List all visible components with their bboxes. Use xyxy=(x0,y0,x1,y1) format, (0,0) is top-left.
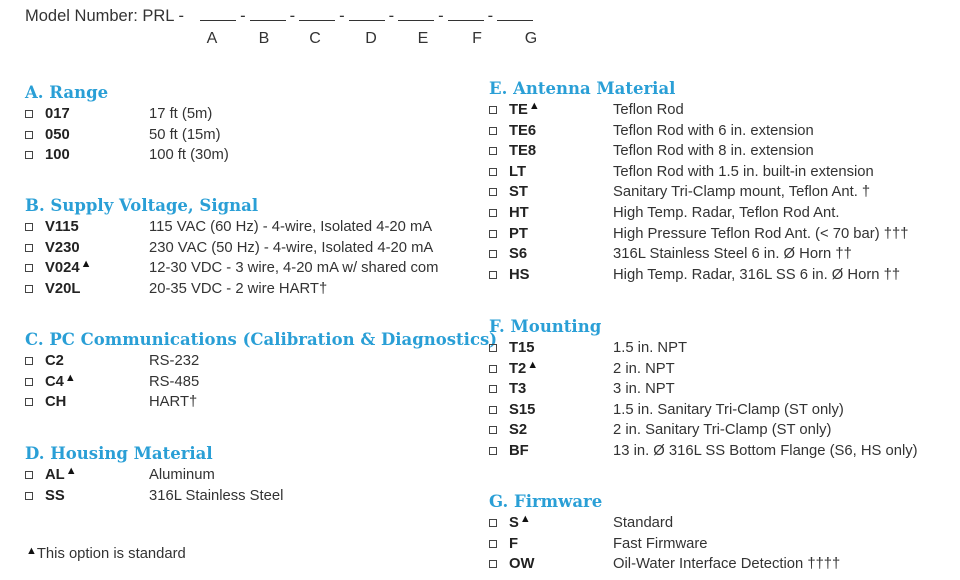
option-description: Teflon Rod with 8 in. extension xyxy=(613,143,814,160)
checkbox[interactable] xyxy=(489,209,497,217)
separator: - xyxy=(388,7,395,25)
option-code-text: S2 xyxy=(509,422,528,439)
checkbox[interactable] xyxy=(489,447,497,455)
option-code xyxy=(509,554,534,575)
option-code-text: V115 xyxy=(45,219,79,235)
option-code xyxy=(45,392,66,413)
model-number-label: Model Number: PRL - xyxy=(25,7,184,25)
section-title: B. Supply Voltage, Signal xyxy=(25,196,259,215)
section-firmware xyxy=(489,491,841,575)
option-row-pt xyxy=(489,224,909,245)
checkbox[interactable] xyxy=(25,244,33,252)
position-letter-g: G xyxy=(524,30,538,47)
option-code xyxy=(509,338,535,359)
option-description: 1.5 in. NPT xyxy=(613,340,688,356)
checkbox[interactable] xyxy=(25,264,33,272)
option-code-text: PT xyxy=(509,225,528,242)
standard-triangle-icon: ▲ xyxy=(519,513,531,525)
option-code xyxy=(509,100,540,122)
separator: - xyxy=(438,7,444,25)
option-code xyxy=(509,359,538,381)
option-description: RS-485 xyxy=(149,373,200,390)
option-code-text: TE8 xyxy=(509,143,537,160)
section-title: F. Mounting xyxy=(489,317,602,336)
option-description: 316L Stainless Steel 6 in. Ø Horn †† xyxy=(613,246,852,263)
option-code-text: AL xyxy=(45,467,65,483)
option-row-ch xyxy=(25,392,497,413)
option-description: Aluminum xyxy=(149,467,215,483)
option-row-t15 xyxy=(489,338,688,359)
option-code-text: S6 xyxy=(509,246,528,263)
option-code xyxy=(509,244,527,265)
section-title: C. PC Communications (Calibration & Diagnostics) xyxy=(25,330,498,349)
option-code xyxy=(509,379,526,400)
option-row-ht xyxy=(489,203,840,224)
option-code-text: V230 xyxy=(45,239,80,256)
option-code xyxy=(45,145,70,166)
blank-e xyxy=(398,6,434,21)
option-description: High Temp. Radar, 316L SS 6 in. Ø Horn †† xyxy=(613,266,901,283)
option-code xyxy=(45,258,91,280)
option-description: 2 in. Sanitary Tri-Clamp (ST only) xyxy=(613,422,832,439)
checkbox[interactable] xyxy=(25,223,33,231)
section-antenna-material xyxy=(489,78,909,285)
option-description: Fast Firmware xyxy=(613,535,708,552)
option-code xyxy=(45,486,65,507)
section-title: A. Range xyxy=(25,83,109,102)
position-letter-a: A xyxy=(206,30,218,47)
option-code xyxy=(45,279,80,300)
option-description: High Temp. Radar, Teflon Rod Ant. xyxy=(613,204,840,221)
option-code xyxy=(509,141,536,162)
position-letter-c: C xyxy=(309,30,321,47)
option-code-text: S xyxy=(509,515,519,531)
option-code xyxy=(509,224,528,245)
option-code-text: 050 xyxy=(45,126,70,143)
checkbox[interactable] xyxy=(489,168,497,176)
option-code-text: HT xyxy=(509,204,529,221)
option-code-text: T3 xyxy=(509,381,527,398)
checkbox[interactable] xyxy=(489,230,497,238)
option-row-hs xyxy=(489,265,901,286)
option-row-te8 xyxy=(489,141,814,162)
blank-f xyxy=(448,6,484,21)
option-description: 230 VAC (50 Hz) - 4-wire, Isolated 4-20 mA xyxy=(149,239,434,256)
checkbox[interactable] xyxy=(489,406,497,414)
option-code-text: 100 xyxy=(45,147,70,164)
option-code xyxy=(509,121,536,142)
option-row-s15 xyxy=(489,400,844,421)
section-supply-voltage xyxy=(25,195,439,299)
checkbox[interactable] xyxy=(25,398,33,406)
checkbox[interactable] xyxy=(489,519,497,527)
checkbox[interactable] xyxy=(25,131,33,139)
option-description: 316L Stainless Steel xyxy=(149,487,284,504)
option-code xyxy=(509,162,526,183)
option-row-s2 xyxy=(489,420,832,441)
footnote xyxy=(25,546,186,562)
checkbox[interactable] xyxy=(25,285,33,293)
blank-g xyxy=(497,6,533,21)
standard-triangle-icon: ▲ xyxy=(528,100,540,112)
option-description: 13 in. Ø 316L SS Bottom Flange (S6, HS only) xyxy=(613,442,918,459)
blank-b xyxy=(250,6,286,21)
option-code-text: V20L xyxy=(45,280,81,297)
option-description: 50 ft (15m) xyxy=(149,126,221,143)
option-code xyxy=(45,217,79,238)
option-code-text: C4 xyxy=(45,373,64,390)
option-description: High Pressure Teflon Rod Ant. (< 70 bar) ††† xyxy=(613,225,909,242)
option-description: Standard xyxy=(613,515,674,531)
option-row-100 xyxy=(25,145,229,166)
option-code-text: C2 xyxy=(45,353,64,369)
option-description: RS-232 xyxy=(149,353,200,369)
option-code-text: SS xyxy=(45,487,65,504)
checkbox[interactable] xyxy=(489,127,497,135)
standard-triangle-icon: ▲ xyxy=(64,371,76,384)
option-code-text: 017 xyxy=(45,106,70,122)
standard-triangle-icon: ▲ xyxy=(26,545,37,557)
option-code-text: V024 xyxy=(45,260,80,277)
option-code xyxy=(509,203,529,224)
option-row-t2 xyxy=(489,358,675,380)
checkbox[interactable] xyxy=(489,560,497,568)
checkbox[interactable] xyxy=(489,250,497,258)
option-description: 20-35 VDC - 2 wire HART† xyxy=(149,280,328,297)
option-row-te6 xyxy=(489,121,814,142)
option-row-c4 xyxy=(25,372,497,393)
option-code-text: F xyxy=(509,535,519,552)
option-code xyxy=(45,104,70,125)
option-row-st xyxy=(489,182,871,203)
option-code-text: TE xyxy=(509,102,528,118)
checkbox[interactable] xyxy=(489,344,497,352)
checkbox[interactable] xyxy=(25,357,33,365)
option-row-te xyxy=(489,100,684,121)
section-title: G. Firmware xyxy=(489,492,603,511)
option-description: 12-30 VDC - 3 wire, 4-20 mA w/ shared com xyxy=(149,260,439,277)
section-pc-communications xyxy=(25,329,497,413)
option-description: Oil-Water Interface Detection †††† xyxy=(613,556,841,573)
checkbox[interactable] xyxy=(489,540,497,548)
option-code xyxy=(45,238,80,259)
standard-triangle-icon: ▲ xyxy=(65,465,77,477)
blank-c xyxy=(299,6,335,21)
option-code xyxy=(509,441,529,462)
option-description: 1.5 in. Sanitary Tri-Clamp (ST only) xyxy=(613,401,844,418)
option-row-c2 xyxy=(25,351,497,372)
position-letter-d: D xyxy=(365,30,377,47)
option-code-text: OW xyxy=(509,556,535,573)
separator: - xyxy=(487,7,494,25)
option-row-v20l xyxy=(25,279,328,300)
option-row-ss xyxy=(25,486,284,507)
option-code xyxy=(45,351,64,372)
separator: - xyxy=(240,7,246,25)
checkbox[interactable] xyxy=(489,271,497,279)
option-row-s6 xyxy=(489,244,852,265)
option-description: 3 in. NPT xyxy=(613,381,675,398)
option-row-s xyxy=(489,513,674,534)
separator: - xyxy=(339,7,345,25)
option-code xyxy=(509,265,530,286)
position-letter-f: F xyxy=(472,30,482,47)
position-letter-b: B xyxy=(258,30,270,47)
option-description: HART† xyxy=(149,394,198,411)
section-title: E. Antenna Material xyxy=(489,79,676,98)
checkbox[interactable] xyxy=(489,188,497,196)
position-letter-e: E xyxy=(417,30,429,47)
option-code xyxy=(509,513,531,535)
option-code-text: T15 xyxy=(509,340,535,356)
option-row-t3 xyxy=(489,379,675,400)
option-row-al xyxy=(25,465,213,486)
option-code-text: HS xyxy=(509,266,530,283)
section-title: D. Housing Material xyxy=(25,444,213,463)
option-code xyxy=(45,125,70,146)
option-description: Teflon Rod with 1.5 in. built-in extension xyxy=(613,163,874,180)
option-code-text: CH xyxy=(45,394,67,411)
option-code xyxy=(45,372,76,394)
standard-triangle-icon: ▲ xyxy=(527,358,539,371)
checkbox[interactable] xyxy=(25,110,33,118)
option-code-text: T2 xyxy=(509,360,527,377)
blank-d xyxy=(349,6,385,21)
option-code xyxy=(45,465,77,487)
option-description: 100 ft (30m) xyxy=(149,147,229,164)
option-row-050 xyxy=(25,125,221,146)
option-code xyxy=(509,400,535,421)
option-row-v024 xyxy=(25,258,439,279)
checkbox[interactable] xyxy=(489,147,497,155)
section-range xyxy=(25,82,229,166)
option-description: Teflon Rod with 6 in. extension xyxy=(613,122,814,139)
separator: - xyxy=(289,7,296,25)
checkbox[interactable] xyxy=(489,426,497,434)
option-row-v230 xyxy=(25,238,434,259)
option-row-f xyxy=(489,534,708,555)
option-description: 115 VAC (60 Hz) - 4-wire, Isolated 4-20 mA xyxy=(149,219,433,235)
section-mounting xyxy=(489,316,918,462)
option-row-lt xyxy=(489,162,874,183)
option-code xyxy=(509,182,528,203)
checkbox[interactable] xyxy=(489,106,497,114)
checkbox[interactable] xyxy=(25,378,33,386)
option-code-text: ST xyxy=(509,184,528,201)
option-description: Sanitary Tri-Clamp mount, Teflon Ant. † xyxy=(613,184,871,201)
checkbox[interactable] xyxy=(489,365,497,373)
option-code-text: LT xyxy=(509,163,526,180)
blank-a xyxy=(200,6,236,21)
option-description: 2 in. NPT xyxy=(613,360,675,377)
option-code-text: TE6 xyxy=(509,122,537,139)
option-row-ow xyxy=(489,554,841,575)
option-description: Teflon Rod xyxy=(613,102,684,118)
option-row-v115 xyxy=(25,217,433,238)
checkbox[interactable] xyxy=(25,471,33,479)
checkbox[interactable] xyxy=(25,492,33,500)
checkbox[interactable] xyxy=(489,385,497,393)
option-row-bf xyxy=(489,441,918,462)
option-row-017 xyxy=(25,104,213,125)
standard-triangle-icon: ▲ xyxy=(80,258,92,271)
option-code-text: S15 xyxy=(509,401,536,418)
section-housing-material xyxy=(25,443,284,506)
model-number-line xyxy=(25,6,534,26)
checkbox[interactable] xyxy=(25,151,33,159)
option-code xyxy=(509,420,527,441)
option-description: 17 ft (5m) xyxy=(149,106,213,122)
option-code-text: BF xyxy=(509,442,529,459)
footnote-text: This option is standard xyxy=(36,546,186,562)
option-code xyxy=(509,534,518,555)
